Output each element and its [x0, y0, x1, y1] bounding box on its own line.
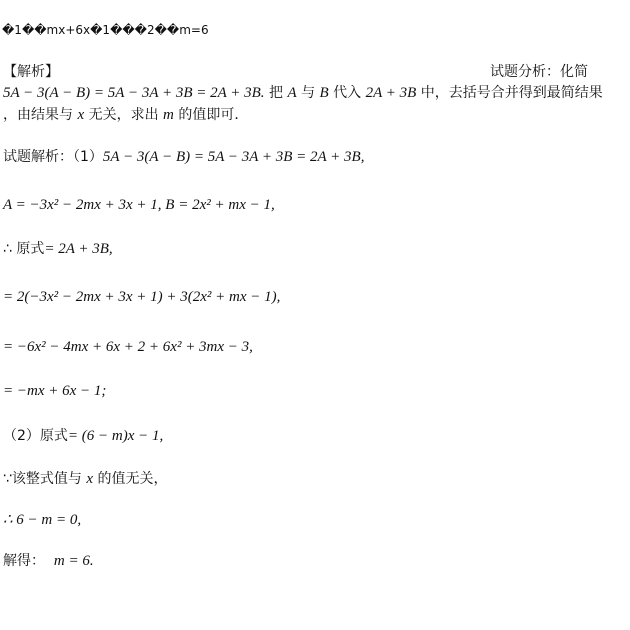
question-answer-line: �1��mx+6x�1���2��m=6: [2, 23, 209, 37]
solution-label: 试题解析：（1）: [3, 149, 103, 165]
analysis-summary: [490, 63, 588, 81]
variable-m: m: [163, 107, 174, 123]
solution-equation: = 2(−3x² − 2mx + 3x + 1) + 3(2x² + mx − 1),: [3, 289, 281, 305]
solution-line-10: [3, 552, 94, 570]
analysis-text: ，由结果与: [3, 107, 78, 123]
solution-line-2: [3, 196, 275, 214]
solution-line-8: [3, 470, 167, 488]
solution-equation: A = −3x² − 2mx + 3x + 1, B = 2x² + mx − 1,: [3, 197, 275, 213]
solution-answer: m = 6.: [53, 553, 94, 569]
solution-text: 的值无关，: [93, 471, 168, 487]
solution-line-5: [3, 338, 253, 356]
solution-equation: = 2A + 3B,: [44, 241, 113, 257]
solution-label: （2）原式: [3, 428, 68, 444]
solution-label: ∴ 原式: [3, 241, 45, 257]
analysis-line-2: [3, 106, 248, 124]
analysis-expression: 2A + 3B: [365, 85, 417, 101]
analysis-header: 【解析】: [3, 64, 59, 80]
solution-line-3: [3, 240, 113, 258]
solution-text: ∵该整式值与: [3, 471, 87, 487]
analysis-summary-value: 化简: [560, 64, 588, 80]
solution-label: 解得：: [3, 553, 45, 569]
solution-equation: = −mx + 6x − 1;: [3, 383, 107, 399]
analysis-text: 代入: [328, 85, 366, 101]
analysis-equation: 5A − 3(A − B) = 5A − 3A + 3B = 2A + 3B.: [3, 85, 265, 101]
variable-a: A: [287, 85, 297, 101]
solution-line-6: [3, 382, 106, 400]
solution-equation: = −6x² − 4mx + 6x + 2 + 6x² + 3mx − 3,: [3, 339, 253, 355]
analysis-line-1: [3, 84, 603, 102]
solution-equation: 5A − 3(A − B) = 5A − 3A + 3B = 2A + 3B,: [102, 149, 365, 165]
analysis-text: 与: [296, 85, 320, 101]
solution-equation: = (6 − m)x − 1,: [67, 428, 164, 444]
analysis-text: 无关，求出: [84, 107, 164, 123]
analysis-text: 把: [264, 85, 288, 101]
solution-line-7: [3, 427, 163, 445]
variable-x: x: [77, 107, 85, 123]
variable-b: B: [319, 85, 329, 101]
analysis-summary-label: 试题分析：: [490, 64, 560, 80]
solution-equation: ∴ 6 − m = 0,: [3, 512, 82, 528]
solution-line-9: [3, 511, 81, 529]
analysis-text: 中，去括号合并得到最简结果: [416, 85, 603, 101]
solution-line-4: [3, 288, 280, 306]
analysis-text: 的值即可．: [173, 107, 249, 123]
variable-x: x: [86, 471, 94, 487]
solution-line-1: [3, 148, 364, 166]
